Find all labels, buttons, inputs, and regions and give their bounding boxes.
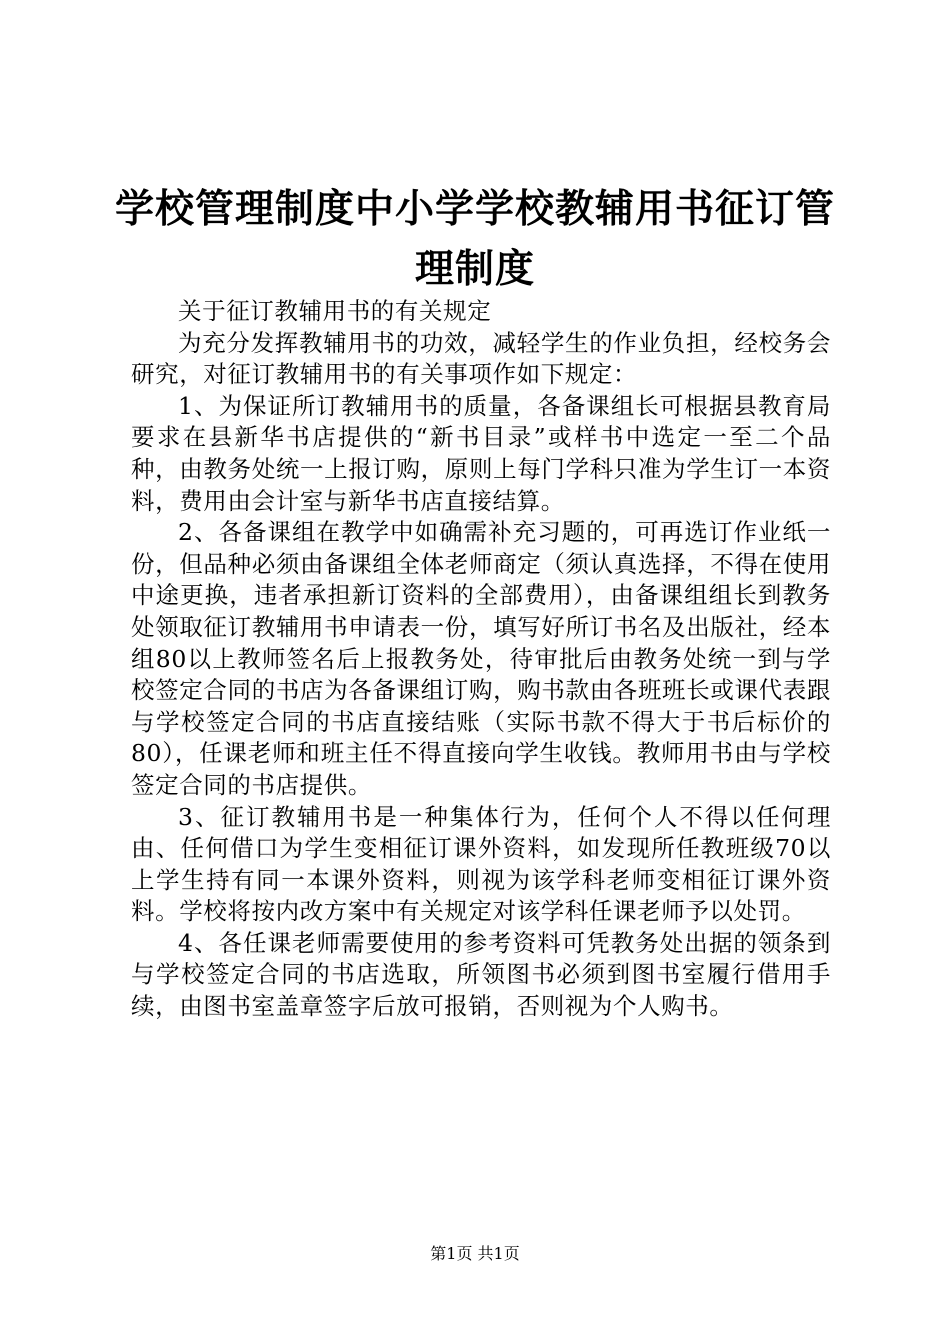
document-body	[131, 296, 831, 1023]
document-title: 学校管理制度中小学学校教辅用书征订管理制度	[114, 187, 835, 292]
paragraph-rule-4: 4、各任课老师需要使用的参考资料可凭教务处出据的领条到与学校签定合同的书店选取，所领图书必须到图书室履行借用手续，由图书室盖章签字后放可报销，否则视为个人购书。	[131, 928, 831, 1021]
paragraph-intro: 为充分发挥教辅用书的功效，减轻学生的作业负担，经校务会研究，对征订教辅用书的有关事项作如下规定：	[131, 328, 831, 389]
paragraph-rule-2: 2、各备课组在教学中如确需补充习题的，可再选订作业纸一份，但品种必须由备课组全体老师商定（须认真选择，不得在使用中途更换，违者承担新订资料的全部费用），由备课组组长到教务处领取征订教辅用书申请表一份，填写好所订书名及出版社，经本组80以上教师签名后上报教务处，待审批后由教务处统一到与学校签定合同的书店为各备课组订购，购书款由各班班长或课代表跟与学校签定合同的书店直接结账（实际书款不得大于书后标价的80），任课老师和班主任不得直接向学生收钱。教师用书由与学校签定合同的书店提供。	[131, 518, 831, 799]
paragraph-rule-3: 3、征订教辅用书是一种集体行为，任何个人不得以任何理由、任何借口为学生变相征订课外资料，如发现所任教班级70以上学生持有同一本课外资料，则视为该学科老师变相征订课外资料。学校将按内改方案中有关规定对该学科任课老师予以处罚。	[131, 802, 831, 926]
paragraph-rule-1: 1、为保证所订教辅用书的质量，各备课组长可根据县教育局要求在县新华书店提供的“新书目录”或样书中选定一至二个品种，由教务处统一上报订购，原则上每门学科只准为学生订一本资料，费用由会计室与新华书店直接结算。	[131, 391, 831, 515]
paragraph-heading: 关于征订教辅用书的有关规定	[178, 297, 492, 325]
page-footer: 第1页 共1页	[430, 1244, 520, 1263]
